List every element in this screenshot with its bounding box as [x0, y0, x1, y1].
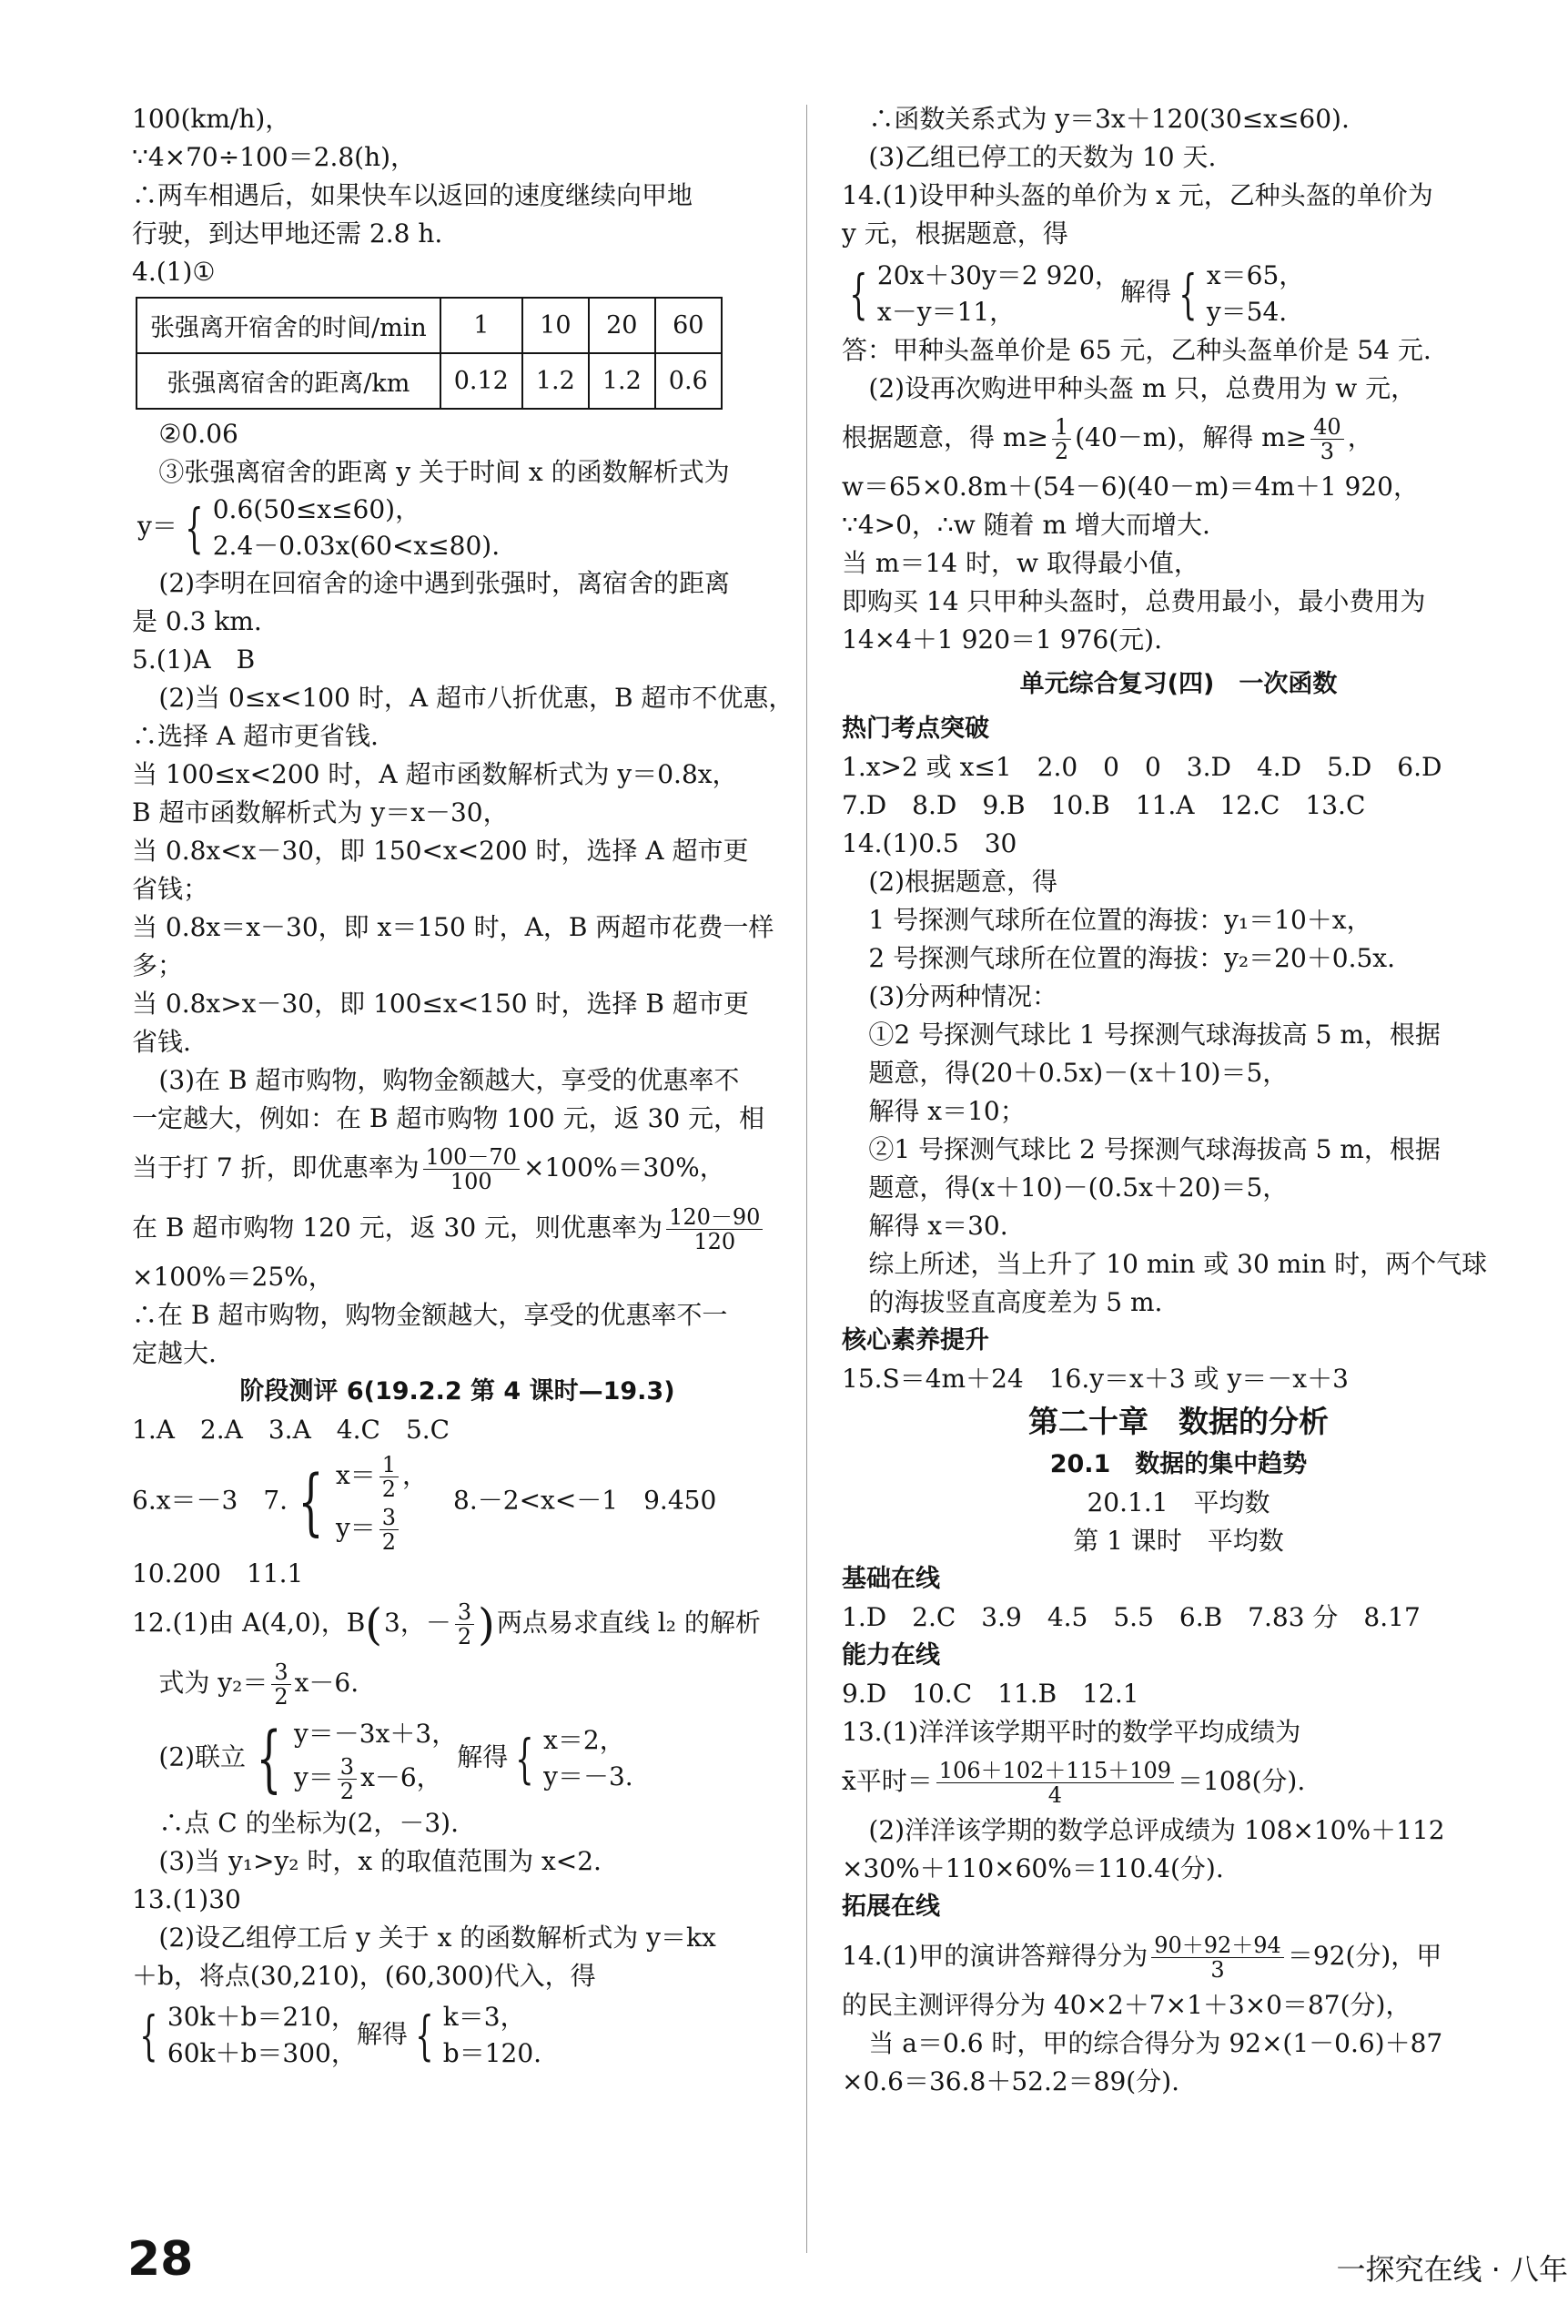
text-line: ①2 号探测气球比 1 号探测气球海拔高 5 m，根据 [868, 1020, 1441, 1050]
fraction [379, 1506, 399, 1555]
subsection-title: 20.1.1 平均数 [1087, 1487, 1270, 1517]
text-line: 当 0.8x>x－30，即 100≤x<150 时，选择 B 超市更 [132, 989, 749, 1019]
text-fragment: 两点易求直线 l₂ 的解析 [496, 1608, 761, 1638]
text-line: (2)根据题意，得 [868, 867, 1058, 897]
section-label: 核心素养提升 [842, 1326, 989, 1355]
text-line: 一定越大，例如：在 B 超市购物 100 元，返 30 元，相 [132, 1103, 765, 1133]
denominator: 2 [381, 1529, 397, 1555]
text-line: 解得 x＝30. [868, 1211, 1008, 1241]
text-line: ∵4×70÷100＝2.8(h)， [132, 142, 417, 172]
equation: k＝3， [442, 2002, 526, 2033]
fraction [423, 1145, 520, 1194]
paren: ( [365, 1598, 383, 1650]
text-line: (2)设乙组停工后 y 关于 x 的函数解析式为 y＝kx [158, 1922, 716, 1953]
text-line: 解得 x＝10； [868, 1096, 1026, 1126]
answer-line: 15.S＝4m＋24 16.y＝x＋3 或 y＝－x＋3 [842, 1364, 1349, 1394]
text-line: 题意，得(20＋0.5x)－(x＋10)＝5， [868, 1058, 1289, 1088]
table-cell: 0.12 [440, 353, 522, 409]
equation: 30k＋b＝210， [167, 2002, 357, 2033]
text-fragment: 在 B 超市购物 120 元，返 30 元，则优惠率为 [132, 1213, 663, 1243]
text-line: 即购买 14 只甲种头盔时，总费用最小，最小费用为 [842, 586, 1426, 616]
text-line: 省钱. [132, 1027, 191, 1057]
fraction [455, 1600, 474, 1649]
equation: x－y＝11， [876, 296, 1016, 327]
numerator: 3 [271, 1660, 290, 1685]
text-line [132, 1138, 783, 1198]
distance-time-table [136, 297, 723, 410]
text-line: ∴选择 A 超市更省钱. [132, 721, 379, 751]
equation-system [213, 492, 500, 564]
text-line: 2 号探测气球所在位置的海拔：y₂＝20＋0.5x. [868, 943, 1395, 973]
text-fragment: 解得 [1119, 277, 1171, 307]
text-fragment: y＝ [137, 511, 177, 542]
text-line: B 超市函数解析式为 y＝x－30， [132, 797, 509, 827]
text-line: ×0.6＝36.8＋52.2＝89(分). [842, 2066, 1180, 2096]
equation-system [167, 1999, 357, 2072]
denominator: 100 [450, 1169, 492, 1194]
equation: x＝2， [543, 1724, 625, 1755]
text-fragment: 根据题意，得 m≥ [842, 422, 1048, 452]
brace: { [849, 262, 868, 325]
equation: y＝54. [1206, 296, 1288, 327]
text-line: 当 0.8x<x－30，即 150<x<200 时，选择 A 超市更 [132, 836, 749, 866]
text-line: ＋b，将点(30,210)，(60,300)代入，得 [132, 1960, 596, 1991]
equation-system [1207, 258, 1304, 330]
brace: { [185, 497, 204, 559]
numerator: 1 [1052, 415, 1071, 440]
table-row [137, 353, 722, 409]
equation-line [132, 1995, 783, 2074]
text-line: 的民主测评得分为 40×2＋7×1＋3×0＝87(分)， [842, 1990, 1411, 2020]
section-title: 20.1 数据的集中趋势 [1049, 1450, 1308, 1478]
answer-line: 7.D 8.D 9.B 10.B 11.A 12.C 13.C [842, 790, 1366, 820]
denominator: 3 [1210, 1957, 1225, 1983]
text-fragment: x－6， [360, 1762, 442, 1793]
equation [293, 1754, 442, 1805]
table-row-label: 张强离宿舍的距离/km [137, 353, 440, 409]
text-line: (2)设再次购进甲种头盔 m 只，总费用为 w 元， [868, 373, 1417, 403]
text-line: 14×4＋1 920＝1 976(元). [842, 624, 1162, 655]
text-fragment: (2)联立 [158, 1741, 247, 1772]
text-line: (2)洋洋该学期的数学总评成绩为 108×10%＋112 [868, 1815, 1445, 1845]
text-line: ×100%＝25%， [132, 1262, 334, 1292]
text-line: 当 100≤x<200 时，A 超市函数解析式为 y＝0.8x， [132, 759, 738, 789]
denominator: 2 [1054, 439, 1069, 464]
numerator: 90＋92＋94 [1151, 1933, 1284, 1958]
equation: 0.6(50≤x≤60)， [212, 494, 421, 524]
text-line [842, 1751, 1515, 1812]
text-line: 省钱； [132, 874, 209, 904]
denominator: 2 [381, 1477, 397, 1502]
text-line: 是 0.3 km. [132, 606, 262, 636]
text-line: (3)乙组已停工的天数为 10 天. [868, 142, 1217, 172]
text-line: ③张强离宿舍的距离 y 关于时间 x 的函数解析式为 [158, 457, 730, 487]
brace: { [298, 1459, 324, 1544]
fraction [271, 1660, 290, 1710]
table-cell: 10 [522, 298, 589, 353]
equation-system [294, 1713, 457, 1804]
answer-line: 1.D 2.C 3.9 4.5 5.5 6.B 7.83 分 8.17 [842, 1602, 1421, 1632]
text-line [842, 408, 1515, 468]
text-line: 当 a＝0.6 时，甲的综合得分为 92×(1－0.6)＋87 [868, 2028, 1443, 2058]
text-line: 行驶，到达甲地还需 2.8 h. [132, 218, 443, 249]
section-label: 拓展在线 [842, 1893, 940, 1921]
text-line [132, 1653, 783, 1713]
fraction [1310, 415, 1344, 464]
fraction [1052, 415, 1071, 464]
equation: 20x＋30y＝2 920， [876, 259, 1120, 290]
denominator: 2 [339, 1779, 355, 1805]
equation-system [877, 258, 1120, 330]
equation: x＝65， [1206, 259, 1305, 290]
equation: 60k＋b＝300， [167, 2038, 357, 2069]
text-line: ②0.06 [158, 419, 238, 449]
text-fragment: 6.x＝－3 7. [132, 1485, 288, 1516]
text-line: 综上所述，当上升了 10 min 或 30 min 时，两个气球 [868, 1249, 1488, 1279]
text-line: ∴在 B 超市购物，购物金额越大，享受的优惠率不一 [132, 1300, 728, 1330]
unit-review-title: 单元综合复习(四) 一次函数 [1019, 670, 1338, 698]
text-fragment: 3，－ [384, 1608, 451, 1638]
text-fragment: y＝ [335, 1513, 376, 1543]
text-fragment: ＝108(分). [1178, 1766, 1306, 1796]
text-line: 当 m＝14 时，w 取得最小值， [842, 548, 1199, 578]
answer-line: 1.A 2.A 3.A 4.C 5.C [132, 1415, 450, 1445]
text-line: (3)在 B 超市购物，购物金额越大，享受的优惠率不 [158, 1065, 740, 1095]
text-line: 14.(1)设甲种头盔的单价为 x 元，乙种头盔的单价为 [842, 180, 1433, 210]
text-line: (2)当 0≤x<100 时，A 超市八折优惠，B 超市不优惠， [158, 683, 794, 713]
table-cell: 1.2 [522, 353, 589, 409]
text-fragment: 8.－2<x<－1 9.450 [428, 1485, 717, 1516]
text-line: 1 号探测气球所在位置的海拔：y₁＝10＋x， [868, 905, 1372, 935]
answer-line: 1.x>2 或 x≤1 2.0 0 0 3.D 4.D 5.D 6.D [842, 752, 1442, 782]
question-4-head: 4.(1)① [132, 257, 216, 287]
stage-test-title: 阶段测评 6(19.2.2 第 4 课时—19.3) [239, 1377, 675, 1406]
text-fragment: x－6. [294, 1668, 359, 1698]
text-line: ∴两车相遇后，如果快车以返回的速度继续向甲地 [132, 180, 693, 210]
brace: { [1179, 262, 1198, 325]
column-divider [806, 105, 807, 2253]
text-fragment: y＝ [293, 1762, 334, 1793]
answer-line [132, 1449, 783, 1555]
brace: { [415, 2004, 434, 2067]
equation: y＝－3x＋3， [293, 1719, 458, 1749]
fraction [936, 1759, 1174, 1808]
text-line: (3)分两种情况： [868, 981, 1058, 1011]
equation-system [443, 1999, 541, 2072]
text-line: 5.(1)A B [132, 644, 256, 675]
text-line: y 元，根据题意，得 [842, 218, 1068, 249]
denominator: 2 [457, 1624, 472, 1649]
numerator: 3 [379, 1506, 399, 1530]
text-line: ×30%＋110×60%＝110.4(分). [842, 1853, 1224, 1883]
equation-line [842, 253, 1515, 331]
equation-system [336, 1449, 428, 1555]
text-fragment: x̄平时＝ [842, 1766, 933, 1796]
equation [335, 1504, 402, 1555]
brace: { [139, 2004, 158, 2067]
answer-line: 9.D 10.C 11.B 12.1 [842, 1679, 1139, 1709]
chapter-title: 第二十章 数据的分析 [1028, 1404, 1329, 1439]
text-fragment: 12.(1)由 A(4,0)，B [132, 1608, 366, 1638]
table-cell: 0.6 [655, 353, 722, 409]
numerator: 100－70 [423, 1145, 520, 1170]
text-line: 答：甲种头盔单价是 65 元，乙种头盔单价是 54 元. [842, 335, 1431, 365]
equation-system [543, 1722, 633, 1795]
page-number: 28 [127, 2232, 194, 2287]
text-line: ∵4>0，∴w 随着 m 增大而增大. [842, 510, 1210, 540]
text-line [132, 1198, 783, 1258]
denominator: 3 [1320, 439, 1335, 464]
table-row [137, 298, 722, 353]
text-line: 13.(1)30 [132, 1883, 241, 1914]
left-column [132, 100, 794, 2074]
fraction [1151, 1933, 1284, 1983]
text-line: ∴函数关系式为 y＝3x＋120(30≤x≤60). [868, 104, 1350, 134]
lesson-title: 第 1 课时 平均数 [1073, 1526, 1284, 1556]
text-line: w＝65×0.8m＋(54－6)(40－m)＝4m＋1 920， [842, 472, 1419, 502]
section-label: 基础在线 [842, 1565, 940, 1593]
text-fragment: x＝ [335, 1460, 376, 1490]
numerator: 3 [455, 1600, 474, 1625]
numerator: 106＋102＋115＋109 [936, 1759, 1174, 1783]
text-fragment: 式为 y₂＝ [158, 1668, 268, 1698]
text-line: 14.(1)0.5 30 [842, 828, 1017, 858]
text-line: 多； [132, 950, 184, 980]
numerator: 40 [1310, 415, 1344, 440]
text-line: 题意，得(x＋10)－(0.5x＋20)＝5， [868, 1172, 1289, 1203]
text-line [132, 1593, 783, 1653]
table-cell: 60 [655, 298, 722, 353]
denominator: 2 [274, 1684, 288, 1710]
text-line: 的海拔竖直高度差为 5 m. [868, 1287, 1163, 1317]
text-line: 当 0.8x＝x－30，即 x＝150 时，A，B 两超市花费一样 [132, 912, 774, 942]
text-line: ②1 号探测气球比 2 号探测气球海拔高 5 m，根据 [868, 1134, 1441, 1164]
denominator: 120 [693, 1229, 736, 1254]
answer-line: 10.200 11.1 [132, 1558, 304, 1588]
equation: y＝－3. [543, 1761, 633, 1791]
table-cell: 1.2 [589, 353, 655, 409]
text-fragment: ＝92(分)，甲 [1287, 1941, 1442, 1971]
text-line: (2)李明在回宿舍的途中遇到张强时，离宿舍的距离 [158, 568, 731, 598]
section-label: 热门考点突破 [842, 715, 989, 743]
fraction [338, 1755, 357, 1804]
text-fragment: (40－m)，解得 m≥ [1075, 422, 1308, 452]
equation-line [132, 1713, 783, 1804]
text-fragment: 当于打 7 折，即优惠率为 [132, 1152, 420, 1182]
text-fragment: 解得 [457, 1741, 509, 1772]
footer-book-title: 一探究在线 · 八年 [1336, 2252, 1568, 2287]
text-fragment: 14.(1)甲的演讲答辩得分为 [842, 1941, 1148, 1971]
text-line: (3)当 y₁>y₂ 时，x 的取值范围为 x<2. [158, 1845, 602, 1876]
text-line: 定越大. [132, 1338, 217, 1368]
numerator: 1 [379, 1453, 399, 1477]
text-fragment: ， [1347, 422, 1373, 452]
section-label: 能力在线 [842, 1641, 940, 1669]
numerator: 3 [338, 1755, 357, 1780]
table-cell: 1 [440, 298, 522, 353]
text-fragment: 解得 [356, 2018, 408, 2049]
equation: 2.4－0.03x(60<x≤80). [212, 531, 501, 561]
table-row-label: 张强离开宿舍的时间/min [137, 298, 440, 353]
paren: ) [478, 1598, 495, 1650]
text-line: ∴点 C 的坐标为(2，－3). [158, 1807, 459, 1838]
fraction [379, 1453, 399, 1502]
numerator: 120－90 [666, 1205, 763, 1230]
brace: { [256, 1715, 282, 1801]
text-line [842, 1926, 1515, 1986]
text-fragment: ×100%＝30%， [522, 1152, 725, 1182]
brace: { [515, 1727, 534, 1790]
text-line: 100(km/h)， [132, 104, 291, 134]
equation: x＝ $\frac{1}{2}$ ， [335, 1451, 429, 1502]
denominator: 4 [1047, 1782, 1063, 1808]
piecewise-function [132, 492, 783, 564]
right-column [842, 100, 1515, 2101]
table-cell: 20 [589, 298, 655, 353]
fraction [666, 1205, 763, 1254]
equation: b＝120. [442, 2038, 542, 2069]
text-line: 13.(1)洋洋该学期平时的数学平均成绩为 [842, 1717, 1301, 1747]
